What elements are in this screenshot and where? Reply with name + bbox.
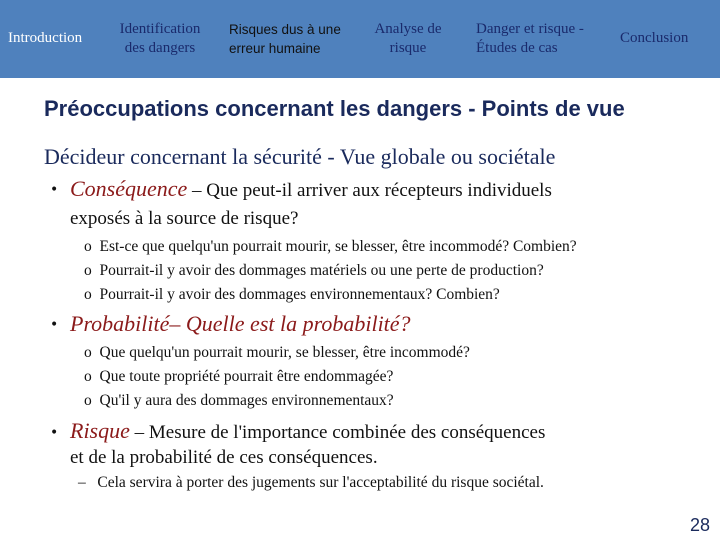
risque-text-cont: et de la probabilité de ces conséquences. — [70, 447, 378, 468]
nav-etudes-de-cas[interactable]: Danger et risque - Études de cas — [476, 21, 584, 56]
bullet-icon: • — [50, 425, 59, 441]
sub-item: o Pourrait-il y avoir des dommages environnementaux? Combien? — [84, 286, 500, 303]
sub-item: – Cela servira à porter des jugements sur l'acceptabilité du risque sociétal. — [78, 474, 544, 491]
consequence-text: – Que peut-il arriver aux récepteurs individuels — [187, 180, 552, 201]
bullet-icon: • — [50, 317, 59, 333]
risque-text: – Mesure de l'importance combinée des conséquences — [129, 422, 546, 443]
nav-conclusion[interactable]: Conclusion — [620, 30, 689, 46]
sub-item: o Que quelqu'un pourrait mourir, se blesser, être incommodé? — [84, 344, 470, 361]
bullet-icon: • — [50, 182, 59, 198]
sub-item: o Est-ce que quelqu'un pourrait mourir, se blesser, être incommodé? Combien? — [84, 238, 577, 255]
slide-title: Préoccupations concernant les dangers - Points de vue — [44, 96, 625, 121]
slide-subtitle: Décideur concernant la sécurité - Vue globale ou sociétale — [44, 144, 556, 169]
probabilite-text: – Quelle est la probabilité? — [169, 311, 411, 336]
term-risque: Risque — [70, 418, 130, 443]
term-consequence: Conséquence — [70, 176, 188, 201]
top-navigation — [0, 0, 720, 78]
consequence-text-cont: exposés à la source de risque? — [70, 208, 299, 229]
term-probabilite: Probabilité — [70, 311, 170, 336]
page-number: 28 — [689, 515, 710, 535]
nav-risques-erreur-humaine[interactable]: Risques dus à une erreur humaine — [229, 22, 341, 56]
sub-item: o Qu'il y aura des dommages environnementaux? — [84, 392, 394, 409]
nav-introduction[interactable]: Introduction — [8, 30, 83, 46]
nav-analyse-risque[interactable]: Analyse de risque — [374, 21, 442, 56]
sub-item: o Pourrait-il y avoir des dommages matériels ou une perte de production? — [84, 262, 544, 279]
nav-identification-dangers[interactable]: Identification des dangers — [119, 21, 201, 56]
sub-item: o Que toute propriété pourrait être endommagée? — [84, 368, 394, 385]
